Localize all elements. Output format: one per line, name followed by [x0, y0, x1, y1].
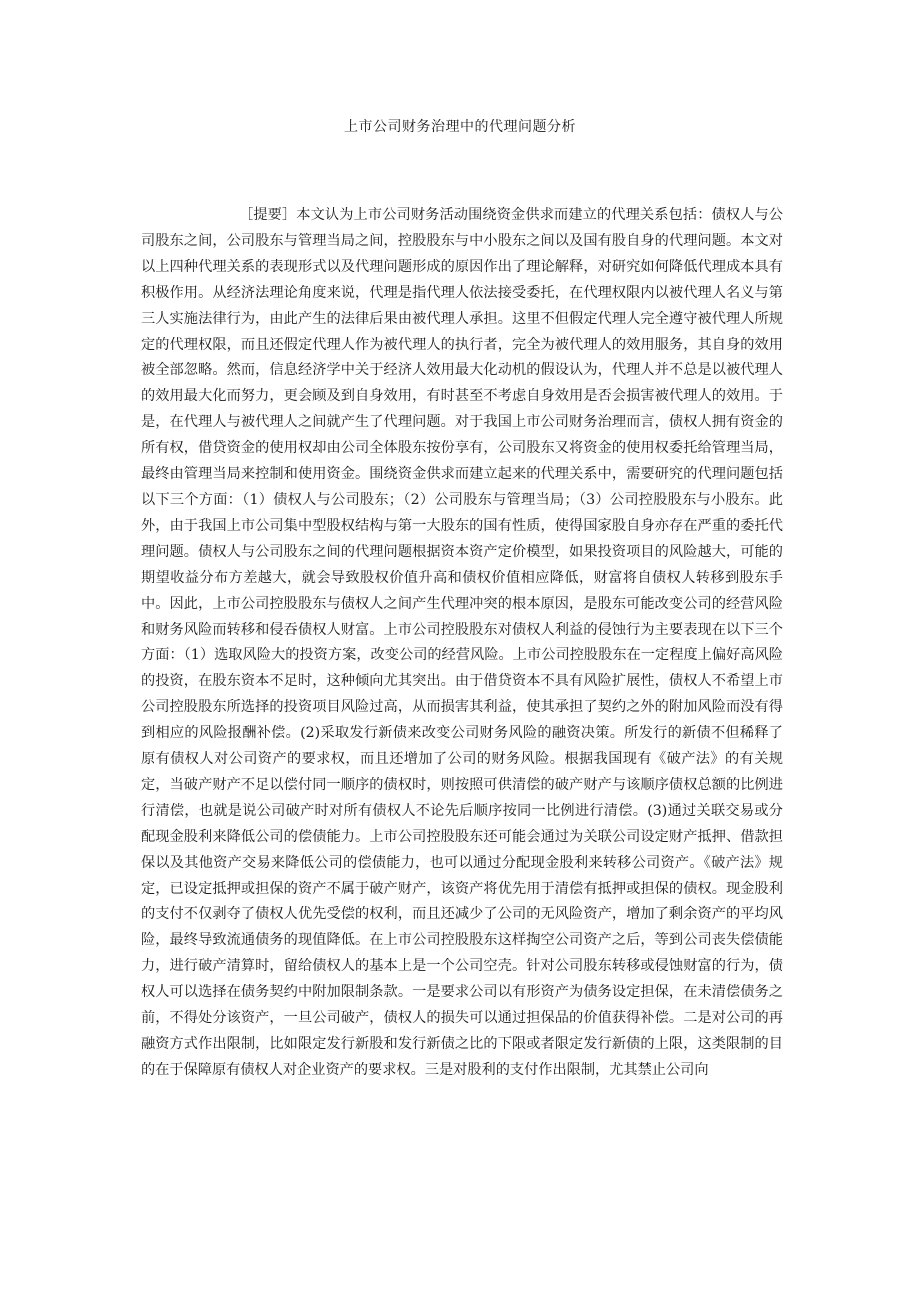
document-title: 上市公司财务治理中的代理问题分析 — [344, 119, 576, 135]
document-body-paragraph: ［提要］本文认为上市公司财务活动围绕资金供求而建立的代理关系包括：债权人与公司股东之间，公司股东与管理当局之间，控股股东与中小股东之间以及国有股自身的代理问题。本文对以上四种代理关系的表现形式以及代理问题形成的原因作出了理论解释，对研究如何降低代理成本具有积极作用。从经济法理论角度来说，代理是指代理人依法接受委托，在代理权限内以被代理人名义与第三人实施法律行为，由此产生的法律后果由被代理人承担。这里不但假定代理人完全遵守被代理人所规定的代理权限，而且还假定代理人作为被代理人的执行者，完全为被代理人的效用服务，其自身的效用被全部忽略。然而，信息经济学中关于经济人效用最大化动机的假设认为，代理人并不总是以被代理人的效用最大化而努力，更会顾及到自身效用，有时甚至不考虑自身效用是否会损害被代理人的效用。于是，在代理人与被代理人之间就产生了代理问题。对于我国上市公司财务治理而言，债权人拥有资金的所有权，借贷资金的使用权却由公司全体股东按份享有，公司股东又将资金的使用权委托给管理当局，最终由管理当局来控制和使用资金。围绕资金供求而建立起来的代理关系中，需要研究的代理问题包括以下三个方面：（1）债权人与公司股东；（2）公司股东与管理当局；（3）公司控股股东与小股东。此外，由于我国上市公司集中型股权结构与第一大股东的国有性质，使得国家股自身亦存在严重的委托代理问题。债权人与公司股东之间的代理问题根据资本资产定价模型，如果投资项目的风险越大，可能的期望收益分布方差越大，就会导致股权价值升高和债权价值相应降低，财富将自债权人转移到股东手中。因此，上市公司控股股东与债权人之间产生代理冲突的根本原因，是股东可能改变公司的经营风险和财务风险而转移和侵吞债权人财富。上市公司控股股东对债权人利益的侵蚀行为主要表现在以下三个方面：（1）选取风险大的投资方案，改变公司的经营风险。上市公司控股股东在一定程度上偏好高风险的投资，在股东资本不足时，这种倾向尤其突出。由于借贷资本不具有风险扩展性，债权人不希望上市公司控股股东所选择的投资项目风险过高，从而损害其利益，使其承担了契约之外的附加风险而没有得到相应的风险报酬补偿。(2)采取发行新债来改变公司财务风险的融资决策。所发行的新债不但稀释了原有债权人对公司资产的要求权，而且还增加了公司的财务风险。根据我国现有《破产法》的有关规定，当破产财产不足以偿付同一顺序的债权时，则按照可供清偿的破产财产与该顺序债权总额的比例进行清偿，也就是说公司破产时对所有债权人不论先后顺序按同一比例进行清偿。(3)通过关联交易或分配现金股利来降低公司的偿债能力。上市公司控股股东还可能会通过为关联公司设定财产抵押、借款担保以及其他资产交易来降低公司的偿债能力，也可以通过分配现金股利来转移公司资产。《破产法》规定，已设定抵押或担保的资产不属于破产财产，该资产将优先用于清偿有抵押或担保的债权。现金股利的支付不仅剥夺了债权人优先受偿的权利，而且还减少了公司的无风险资产，增加了剩余资产的平均风险，最终导致流通债务的现值降低。在上市公司控股股东这样掏空公司资产之后，等到公司丧失偿债能力，进行破产清算时，留给债权人的基本上是一个公司空壳。针对公司股东转移或侵蚀财富的行为，债权人可以选择在债务契约中附加限制条款。一是要求公司以有形资产为债务设定担保，在未清偿债务之前，不得处分该资产，一旦公司破产，债权人的损失可以通过担保品的价值获得补偿。二是对公司的再融资方式作出限制，比如限定发行新股和发行新债之比的下限或者限定发行新债的上限，这类限制的目的在于保障原有债权人对企业资产的要求权。三是对股利的支付作出限制，尤其禁止公司向 — [141, 207, 783, 1078]
